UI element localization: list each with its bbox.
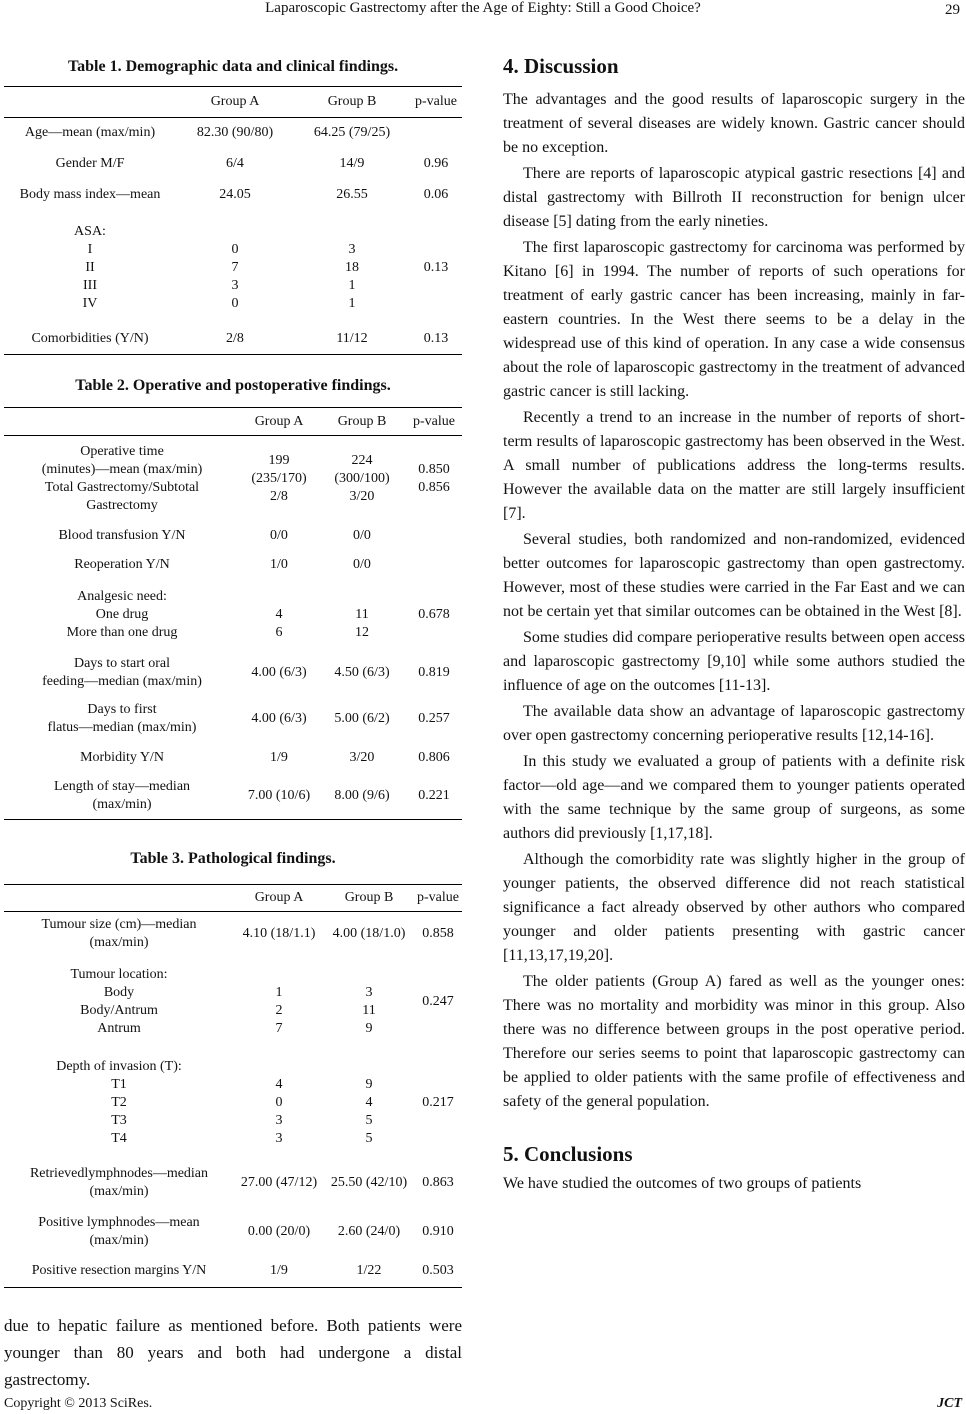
row-label: Morbidity Y/N — [80, 749, 164, 765]
table-row — [4, 956, 462, 1048]
asa-value: 7 — [231, 259, 239, 275]
discussion-paragraph: Recently a trend to an increase in the number of reports of short-term results of laparoscopic gastrectomy has been observed in the West. A small number of publications address the long-terms results. However the available data on the matter are still largely insufficient [7]. — [503, 409, 965, 522]
group-b-value — [318, 580, 406, 650]
group-a-value: 7.00 (10/6) — [247, 788, 311, 804]
group-a-value: 0.00 (20/0) — [247, 1223, 311, 1239]
conclusions-heading: 5. Conclusions — [503, 1142, 633, 1166]
p-value: 0.257 — [418, 710, 450, 726]
p-value — [406, 436, 462, 522]
group-a-value — [240, 436, 318, 522]
label-line: (minutes)—mean (max/min) — [41, 461, 203, 477]
p-value: 0.96 — [423, 156, 449, 171]
table1-header-label — [4, 87, 176, 118]
value-line: 0 — [275, 1094, 283, 1110]
running-title: Laparoscopic Gastrectomy after the Age of Eighty: Still a Good Choice? — [265, 0, 701, 16]
value-line: (300/100) — [334, 470, 390, 486]
discussion-paragraph: Some studies did compare perioperative results between open access and laparoscopic gastrectomy [9,10] while some authors studied the influence of age on the outcomes [11-13]. — [503, 629, 965, 694]
label-line: Antrum — [97, 1020, 141, 1036]
table-row — [4, 1048, 462, 1158]
table2-header-pvalue: p-value — [406, 408, 462, 436]
table2-header-group-a: Group A — [240, 408, 318, 436]
value-line: 5 — [365, 1112, 373, 1128]
label-line: flatus—median (max/min) — [47, 719, 197, 735]
value-line: 3/20 — [349, 488, 375, 504]
group-b-value — [318, 436, 406, 522]
asa-value: 1 — [348, 295, 356, 311]
table1 — [4, 86, 462, 355]
row-label — [4, 211, 176, 325]
row-label — [4, 650, 240, 696]
table-row — [4, 118, 462, 149]
group-a-value — [176, 211, 294, 325]
asa-value: 1 — [348, 277, 356, 293]
table-row — [4, 149, 462, 180]
value-line: 3 — [275, 1130, 283, 1146]
table3-header-group-b: Group B — [324, 885, 414, 912]
group-b-value: 1/22 — [356, 1263, 382, 1279]
asa-value: 3 — [231, 277, 239, 293]
asa-class-label: I — [87, 241, 93, 257]
table-row — [4, 436, 462, 522]
row-label — [4, 580, 240, 650]
group-a-value: 0/0 — [270, 527, 288, 543]
group-b-value: 8.00 (9/6) — [334, 788, 390, 804]
label-line: More than one drug — [66, 624, 178, 640]
group-a-value: 1/9 — [270, 1263, 288, 1279]
table-row — [4, 912, 462, 956]
value-line: 2 — [275, 1002, 283, 1018]
running-header — [0, 0, 966, 24]
label-line: Tumour location: — [70, 966, 168, 982]
label-line: (max/min) — [89, 1232, 149, 1248]
group-a-value: 4.10 (18/1.1) — [242, 925, 316, 941]
left-body-paragraph: due to hepatic failure as mentioned before. Both patients were younger than 80 years and both had undergone a distal gastrectomy. — [4, 1316, 462, 1389]
label-line: Body — [103, 984, 135, 1000]
group-b-value: 2.60 (24/0) — [337, 1223, 401, 1239]
label-line: Operative time — [80, 443, 164, 459]
table1-header-pvalue: p-value — [410, 87, 462, 118]
label-line: (max/min) — [92, 797, 152, 813]
value-line: (235/170) — [251, 470, 307, 486]
table-row — [4, 1158, 462, 1208]
group-b-value — [324, 1048, 414, 1158]
asa-class-label: II — [85, 259, 95, 275]
p-value — [410, 118, 462, 149]
label-line: (max/min) — [89, 1183, 149, 1199]
row-label: Age—mean (max/min) — [24, 125, 156, 141]
discussion-paragraph: In this study we evaluated a group of patients with a definite risk factor—old age—and we compared them to younger patients operated with the same technique by the same group of surgeons, as some authors did previously [1,17,18]. — [503, 753, 965, 842]
label-line: Body/Antrum — [80, 1002, 158, 1018]
discussion-heading: 4. Discussion — [503, 54, 619, 78]
table3 — [4, 884, 462, 1288]
discussion-paragraph: The advantages and the good results of laparoscopic surgery in the treatment of several diseases are widely known. Gastric cancer should be no exception. — [503, 91, 965, 156]
table-row — [4, 522, 462, 550]
p-value: 0.678 — [418, 606, 450, 622]
group-b-value: 14/9 — [339, 156, 365, 171]
row-label — [4, 1208, 234, 1256]
group-a-value — [240, 580, 318, 650]
table3-header-group-a: Group A — [234, 885, 324, 912]
row-label: Reoperation Y/N — [74, 556, 170, 572]
value-line: 3 — [275, 1112, 283, 1128]
table1-header-group-a: Group A — [176, 87, 294, 118]
row-label — [4, 696, 240, 742]
page-number: 29 — [945, 2, 960, 18]
label-line: Length of stay—median — [53, 779, 191, 795]
table-row — [4, 325, 462, 355]
discussion-paragraph: The older patients (Group A) fared as well as the younger ones: There was no mortality and morbidity was minor in this group. Also there was no difference between groups in the post operative period. Therefore our series seems to point that laparoscopic gastrectomy can be applied to older patients with the same profile of effectiveness and safety of the general population. — [503, 973, 965, 1110]
value-line: 11 — [355, 606, 369, 622]
label-line: (max/min) — [89, 934, 149, 950]
group-a-value: 4.00 (6/3) — [251, 710, 307, 726]
label-line: Retrievedlymphnodes—median — [29, 1165, 209, 1181]
table-row — [4, 180, 462, 211]
value-line: 4 — [275, 1076, 283, 1092]
table3-caption: Table 3. Pathological findings. — [130, 850, 336, 867]
copyright-footer: Copyright © 2013 SciRes. — [4, 1396, 153, 1411]
journal-footer: JCT — [937, 1396, 962, 1411]
label-line: feeding—median (max/min) — [42, 673, 202, 689]
p-value: 0.217 — [422, 1094, 454, 1110]
group-b-value: 11/12 — [336, 331, 368, 347]
group-a-value: 27.00 (47/12) — [240, 1174, 318, 1190]
label-line: One drug — [95, 606, 149, 622]
table2 — [4, 407, 462, 820]
table2-caption: Table 2. Operative and postoperative findings. — [75, 377, 391, 394]
table3-header-pvalue: p-value — [414, 885, 462, 912]
label-line: Analgesic need: — [77, 588, 167, 604]
p-value: 0.819 — [418, 664, 450, 680]
value-line: 4 — [365, 1094, 373, 1110]
p-value: 0.503 — [422, 1263, 454, 1279]
group-b-value — [294, 211, 410, 325]
group-b-value: 4.00 (18/1.0) — [332, 925, 406, 941]
group-a-value: 82.30 (90/80) — [196, 125, 274, 141]
row-label: Body mass index—mean — [19, 187, 161, 202]
p-value — [406, 522, 462, 550]
table-row — [4, 774, 462, 820]
p-value: 0.910 — [422, 1223, 454, 1239]
row-label: Comorbidities (Y/N) — [31, 331, 149, 347]
value-line: 5 — [365, 1130, 373, 1146]
value-line: 2/8 — [270, 488, 288, 504]
group-b-value: 4.50 (6/3) — [334, 664, 390, 680]
label-line: Days to start oral — [73, 655, 171, 671]
table-row — [4, 696, 462, 742]
group-b-value: 26.55 — [336, 187, 368, 202]
row-label — [4, 1048, 234, 1158]
table-row — [4, 1208, 462, 1256]
table2-header-group-b: Group B — [318, 408, 406, 436]
asa-class-label: III — [83, 277, 97, 293]
p-value: 0.06 — [423, 187, 449, 202]
value-line: 1 — [275, 984, 283, 1000]
discussion-paragraph: The first laparoscopic gastrectomy for carcinoma was performed by Kitano [6] in 1994. The number of reports of such operations for treatment of early gastric cancer has been increasing, mainly in far-eastern countries. In the West there seems to be a delay in the widespread use of this kind of operation. In any case a wide consensus about the role of laparoscopic gastrectomy in the treatment of advanced gastric cancer is still lacking. — [503, 239, 965, 400]
table-row — [4, 1256, 462, 1288]
row-label — [4, 436, 240, 522]
table3-header-label — [4, 885, 234, 912]
label-line: T4 — [111, 1130, 127, 1146]
discussion-paragraph: There are reports of laparoscopic atypical gastric resections [4] and distal gastrectomy with Billroth II reconstruction for benign ulcer disease [5] dating from the early nineties. — [503, 165, 965, 230]
group-b-value — [324, 956, 414, 1048]
label-line: Tumour size (cm)—median — [41, 916, 197, 932]
value-line: 4 — [275, 606, 283, 622]
value-line: 7 — [275, 1020, 283, 1036]
label-line: Total Gastrectomy/Subtotal — [44, 479, 200, 495]
row-label — [4, 912, 234, 956]
group-b-value: 5.00 (6/2) — [334, 710, 390, 726]
discussion-paragraph: The available data show an advantage of laparoscopic gastrectomy over open gastrectomy concerning perioperative results [12,14-16]. — [503, 703, 965, 744]
group-b-value: 3/20 — [349, 749, 375, 765]
row-label — [4, 956, 234, 1048]
value-line: 9 — [365, 1020, 373, 1036]
p-value: 0.858 — [422, 925, 454, 941]
left-column — [4, 44, 462, 1393]
label-line: T3 — [111, 1112, 127, 1128]
p-value: 0.247 — [422, 993, 454, 1009]
table-row — [4, 580, 462, 650]
label-line: T1 — [111, 1076, 127, 1092]
group-a-value — [234, 956, 324, 1048]
row-label: Blood transfusion Y/N — [58, 527, 186, 543]
label-line: Days to first — [87, 701, 157, 717]
conclusions-paragraph: We have studied the outcomes of two groups of patients — [503, 1175, 862, 1192]
row-label: Positive resection margins Y/N — [31, 1263, 207, 1279]
table-row — [4, 211, 462, 325]
p-value — [406, 550, 462, 580]
group-a-value: 24.05 — [219, 187, 251, 202]
asa-class-label: IV — [82, 295, 98, 311]
asa-value: 18 — [345, 259, 359, 275]
group-b-value: 64.25 (79/25) — [313, 125, 391, 141]
label-line: Positive lymphnodes—mean — [38, 1214, 200, 1230]
table-row — [4, 742, 462, 774]
discussion-paragraph: Although the comorbidity rate was slightly higher in the group of younger patients, the observed difference did not reach statistical significance a fact already observed by other authors who compared younger and older patients presenting with gastric cancer [11,13,17,19,20]. — [503, 851, 965, 964]
table-row — [4, 650, 462, 696]
value-line: 11 — [362, 1002, 376, 1018]
table1-caption: Table 1. Demographic data and clinical findings. — [67, 58, 399, 75]
group-a-value: 2/8 — [226, 331, 244, 347]
value-line: 9 — [365, 1076, 373, 1092]
group-a-value — [234, 1048, 324, 1158]
group-b-value: 25.50 (42/10) — [330, 1174, 408, 1190]
value-line: 3 — [365, 984, 373, 1000]
label-line: T2 — [111, 1094, 127, 1110]
value-line: 12 — [355, 624, 369, 640]
asa-value: 3 — [348, 241, 356, 257]
group-a-value: 6/4 — [226, 156, 244, 171]
value-line: 199 — [268, 452, 290, 468]
value-line: 0.856 — [418, 479, 450, 495]
p-value: 0.806 — [418, 749, 450, 765]
asa-label: ASA: — [74, 223, 106, 239]
value-line: 0.850 — [418, 461, 450, 477]
group-b-value: 0/0 — [353, 527, 371, 543]
asa-value: 0 — [231, 295, 239, 311]
p-value: 0.13 — [423, 331, 449, 347]
table-row — [4, 550, 462, 580]
table2-header-label — [4, 408, 240, 436]
group-a-value: 4.00 (6/3) — [251, 664, 307, 680]
table1-header-group-b: Group B — [294, 87, 410, 118]
label-line: Depth of invasion (T): — [56, 1058, 182, 1074]
discussion-paragraph: Several studies, both randomized and non-randomized, evidenced better outcomes for laparoscopic gastrectomy than open gastrectomy. However, most of these studies were carried in the Far East and we can not be certain yet that similar outcomes can be obtained in the West [8]. — [503, 531, 965, 620]
p-value: 0.13 — [423, 259, 449, 275]
right-column — [503, 44, 965, 1196]
asa-value: 0 — [231, 241, 239, 257]
row-label: Gender M/F — [55, 156, 125, 171]
group-a-value: 1/0 — [270, 556, 288, 572]
value-line: 6 — [275, 624, 283, 640]
label-line: Gastrectomy — [86, 497, 158, 513]
group-b-value: 0/0 — [353, 556, 371, 572]
row-label — [4, 1158, 234, 1208]
p-value: 0.221 — [418, 788, 450, 804]
p-value: 0.863 — [422, 1174, 454, 1190]
row-label — [4, 774, 240, 820]
group-a-value: 1/9 — [270, 749, 288, 765]
value-line: 224 — [351, 452, 373, 468]
